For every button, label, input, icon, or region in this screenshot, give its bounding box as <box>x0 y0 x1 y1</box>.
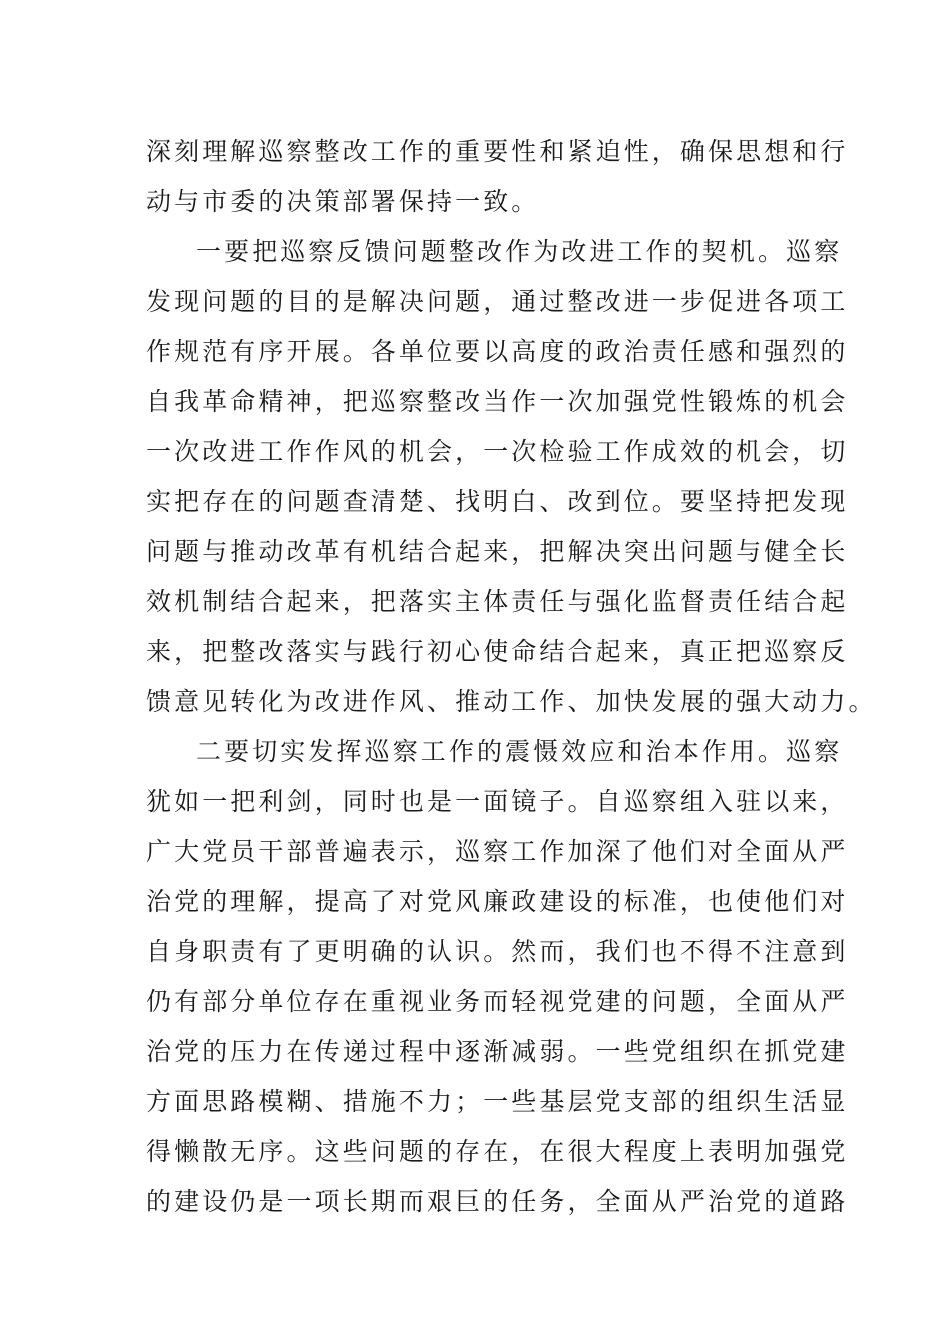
text-line: 问题与推动改革有机结合起来，把解决突出问题与健全长 <box>146 537 849 566</box>
body-text <box>146 127 877 1227</box>
text-line: 仍有部分单位存在重视业务而轻视党建的问题，全面从严 <box>146 987 849 1016</box>
text-line: 治党的理解，提高了对党风廉政建设的标准，也使他们对 <box>146 887 849 916</box>
text-line: 动与市委的决策部署保持一致。 <box>146 187 540 216</box>
text-line: 效机制结合起来，把落实主体责任与强化监督责任结合起 <box>146 587 849 616</box>
text-line: 犹如一把利剑，同时也是一面镜子。自巡察组入驻以来， <box>146 787 849 816</box>
text-line: 自身职责有了更明确的认识。然而，我们也不得不注意到 <box>146 937 849 966</box>
text-line: 自我革命精神，把巡察整改当作一次加强党性锻炼的机会 <box>146 387 849 416</box>
text-line: 作规范有序开展。各单位要以高度的政治责任感和强烈的 <box>146 337 849 366</box>
paragraph-start-line: 一要把巡察反馈问题整改作为改进工作的契机。巡察 <box>196 237 843 266</box>
text-line: 治党的压力在传递过程中逐渐减弱。一些党组织在抓党建 <box>146 1037 849 1066</box>
text-line: 馈意见转化为改进作风、推动工作、加快发展的强大动力。 <box>146 687 877 716</box>
paragraph-start-line: 二要切实发挥巡察工作的震慑效应和治本作用。巡察 <box>196 737 843 766</box>
text-line: 的建设仍是一项长期而艰巨的任务，全面从严治党的道路 <box>146 1187 849 1216</box>
text-line: 一次改进工作作风的机会，一次检验工作成效的机会，切 <box>146 437 849 466</box>
text-line: 深刻理解巡察整改工作的重要性和紧迫性，确保思想和行 <box>146 137 849 166</box>
text-line: 发现问题的目的是解决问题，通过整改进一步促进各项工 <box>146 287 849 316</box>
text-line: 得懒散无序。这些问题的存在，在很大程度上表明加强党 <box>146 1137 849 1166</box>
text-line: 方面思路模糊、措施不力；一些基层党支部的组织生活显 <box>146 1087 849 1116</box>
text-line: 实把存在的问题查清楚、找明白、改到位。要坚持把发现 <box>146 487 849 516</box>
text-line: 广大党员干部普遍表示，巡察工作加深了他们对全面从严 <box>146 837 849 866</box>
text-line: 来，把整改落实与践行初心使命结合起来，真正把巡察反 <box>146 637 849 666</box>
